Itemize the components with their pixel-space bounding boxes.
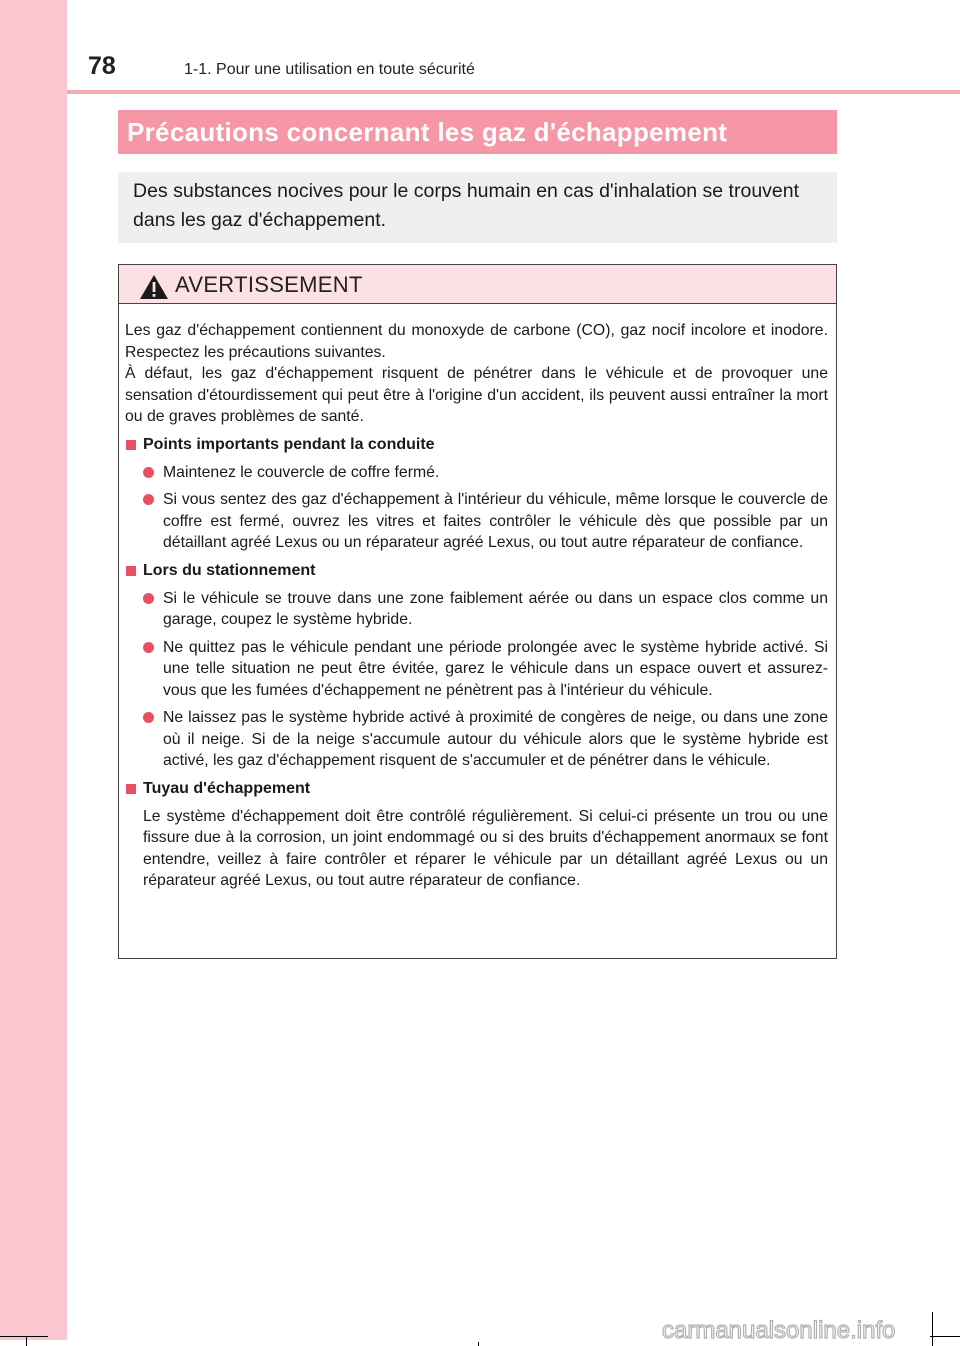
crop-mark — [0, 1336, 48, 1337]
bullet-text: Si vous sentez des gaz d'échappement à l'intérieur du véhicule, même lorsque le couvercle de coffre est fermé, ouvrez les vitres et faites contrôler le véhicule dès que possible par un détaillant agréé Lexus ou un réparateur agréé Lexus, ou tout autre réparateur de confiance. — [163, 491, 828, 551]
crop-mark — [930, 1336, 960, 1337]
list-item — [125, 462, 828, 484]
crop-mark — [932, 1312, 933, 1346]
svg-text:carmanualsonline.info: carmanualsonline.info — [662, 1317, 896, 1344]
round-bullet-icon — [143, 712, 154, 723]
round-bullet-icon — [143, 642, 154, 653]
warning-intro-paragraph: À défaut, les gaz d'échappement risquent de pénétrer dans le véhicule et de provoquer une sensation d'étourdissement qui peut être à l'origine d'un accident, ils peuvent aussi entraîner la mort ou de graves problèmes de santé. — [125, 365, 828, 425]
warning-intro-paragraph: Les gaz d'échappement contiennent du monoxyde de carbone (CO), gaz nocif incolore et inodore. Respectez les précautions suivantes. — [125, 322, 828, 361]
crop-mark — [26, 1336, 27, 1346]
warning-header — [119, 265, 836, 304]
square-bullet-icon — [126, 784, 136, 794]
side-band — [0, 0, 67, 1340]
list-item — [125, 489, 828, 554]
warning-triangle-icon — [139, 274, 169, 300]
bullet-text: Ne quittez pas le véhicule pendant une période prolongée avec le système hybride activé. Si une telle situation ne peut être évitée, garez le véhicule dans un espace ouvert et assurez-vous que les fumées d'échappement ne pénètrent pas à l'intérieur du véhicule. — [163, 638, 828, 699]
list-item — [125, 637, 828, 702]
bullet-text: Ne laissez pas le système hybride activé à proximité de congères de neige, ou dans une zone où il neige. Si de la neige s'accumule autour du véhicule alors que le système hybride est activé, les gaz d'échappement risquent de s'accumuler et de pénétrer dans le véhicule. — [163, 709, 828, 769]
watermark-text — [660, 1312, 950, 1346]
parking-heading — [125, 560, 828, 582]
square-bullet-icon — [126, 566, 136, 576]
exhaust-pipe-heading-label: Tuyau d'échappement — [143, 779, 311, 797]
crop-mark — [478, 1342, 479, 1346]
warning-body — [119, 304, 836, 892]
header-rule — [67, 90, 960, 94]
intro-text: Des substances nocives pour le corps humain en cas d'inhalation se trouvent dans les gaz d'échappement. — [133, 180, 800, 231]
warning-title: AVERTISSEMENT — [175, 272, 363, 297]
exhaust-pipe-text: Le système d'échappement doit être contrôlé régulièrement. Si celui-ci présente un trou ou une fissure due à la corrosion, un joint endommagé ou si des bruits d'échappement anormaux se font entendre, veillez à faire contrôler et réparer le véhicule par un détaillant agréé Lexus ou un réparateur agréé Lexus, ou tout autre réparateur de confiance. — [143, 807, 828, 889]
driving-heading-label: Points importants pendant la conduite — [143, 435, 435, 453]
bullet-text: Si le véhicule se trouve dans une zone faiblement aérée ou dans un espace clos comme un garage, coupez le système hybride. — [163, 589, 828, 628]
list-item — [125, 588, 828, 631]
round-bullet-icon — [143, 593, 154, 604]
warning-box — [118, 264, 837, 959]
bullet-text: Maintenez le couvercle de coffre fermé. — [163, 463, 440, 481]
driving-heading — [125, 434, 828, 456]
parking-heading-label: Lors du stationnement — [143, 561, 316, 579]
page-number: 78 — [88, 52, 116, 80]
list-item — [125, 707, 828, 772]
exhaust-pipe-heading — [125, 778, 828, 800]
square-bullet-icon — [126, 440, 136, 450]
round-bullet-icon — [143, 467, 154, 478]
intro-box — [118, 172, 837, 243]
section-title: Précautions concernant les gaz d'échappement — [118, 110, 837, 154]
chapter-title: 1-1. Pour une utilisation en toute sécurité — [184, 61, 475, 78]
round-bullet-icon — [143, 494, 154, 505]
